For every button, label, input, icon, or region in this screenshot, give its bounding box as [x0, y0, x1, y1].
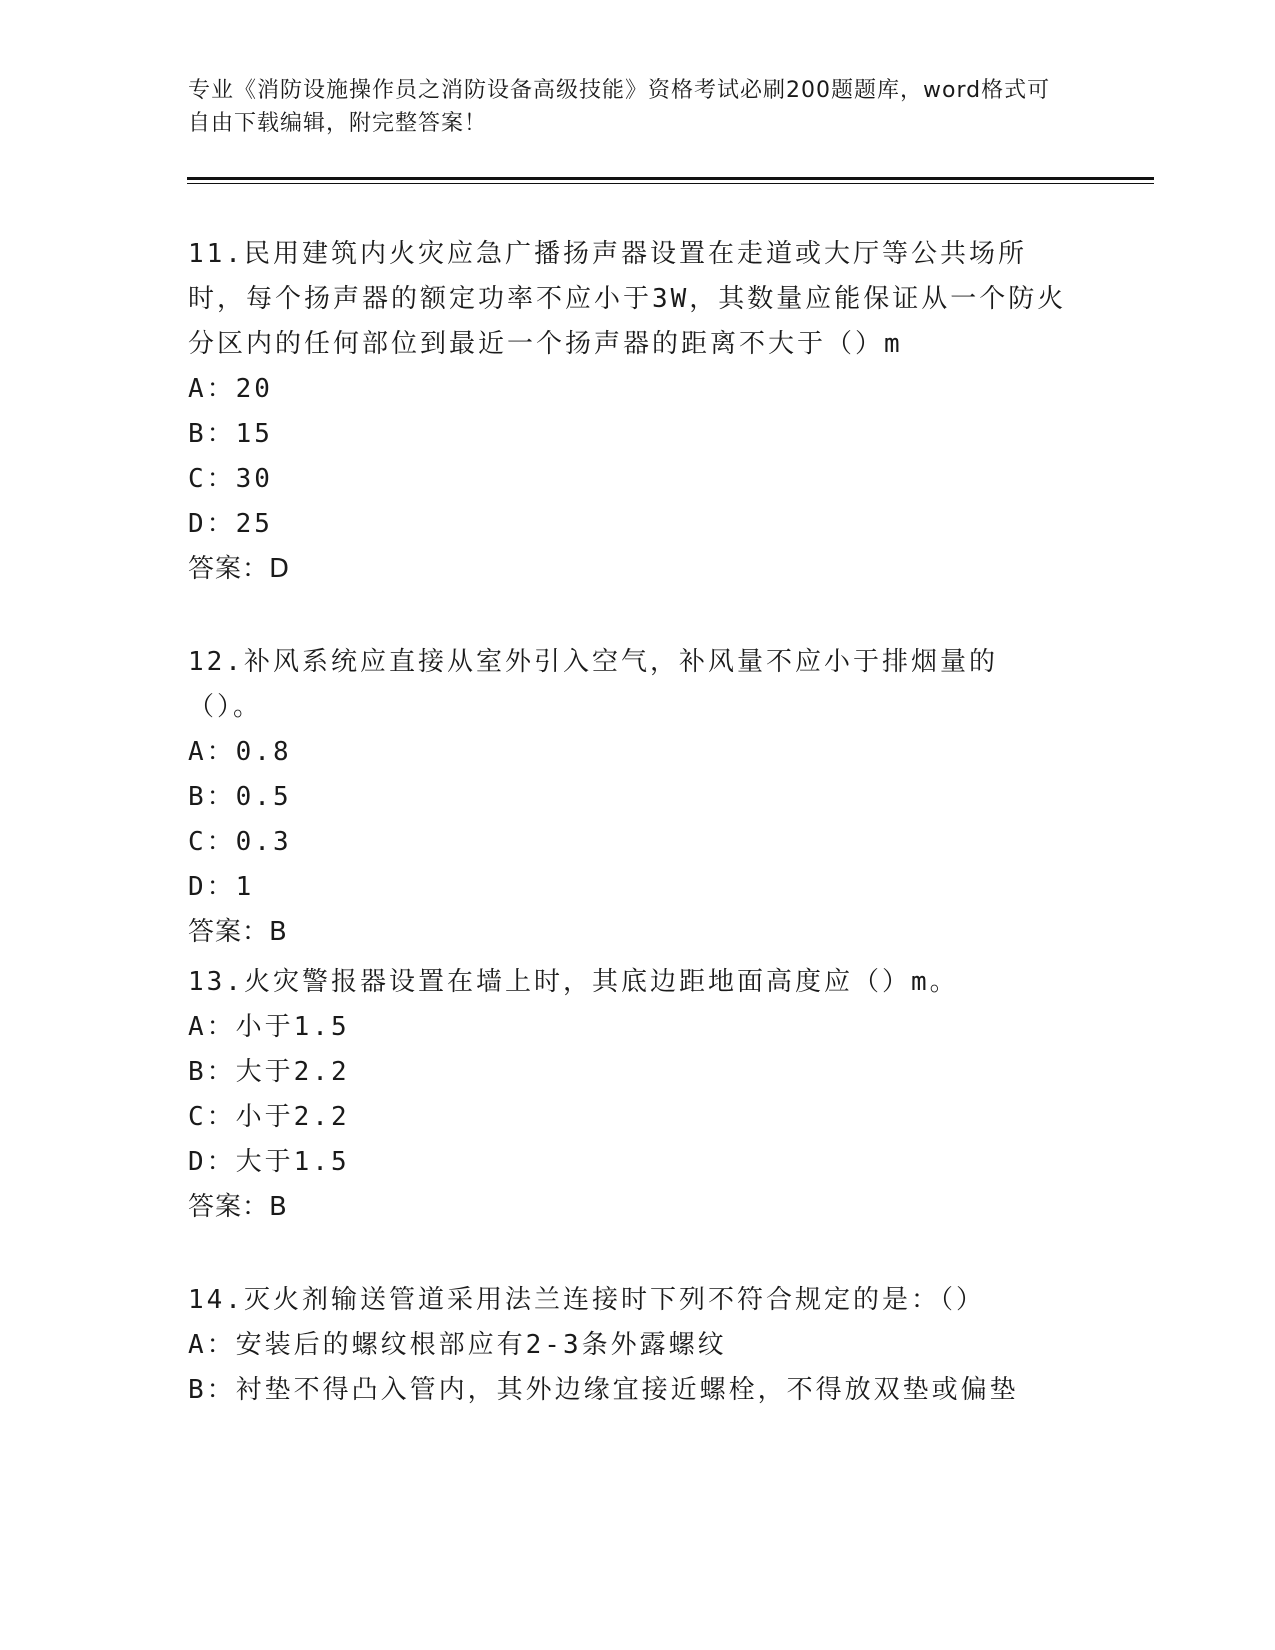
answer: 答案：B [188, 917, 288, 947]
option-b: B：15 [188, 419, 273, 449]
option-a: A：0.8 [188, 737, 292, 767]
option-b: B：衬垫不得凸入管内，其外边缘宜接近螺栓，不得放双垫或偏垫 [188, 1375, 1019, 1405]
option-b: B：0.5 [188, 782, 292, 812]
header-rule-thin [187, 183, 1154, 184]
question-14 [188, 1278, 1068, 1413]
option-d: D：1 [188, 872, 255, 902]
option-d: D：25 [188, 509, 273, 539]
option-a: A：安装后的螺纹根部应有2-3条外露螺纹 [188, 1330, 727, 1360]
question-12 [188, 640, 1068, 955]
question-text: 12.补风系统应直接从室外引入空气，补风量不应小于排烟量的（）。 [188, 647, 998, 722]
question-text: 13.火灾警报器设置在墙上时，其底边距地面高度应（）m。 [188, 967, 959, 997]
option-c: C：30 [188, 464, 273, 494]
answer: 答案：D [188, 554, 291, 584]
option-b: B：大于2.2 [188, 1057, 350, 1087]
question-text: 11.民用建筑内火灾应急广播扬声器设置在走道或大厅等公共场所时，每个扬声器的额定功率不应小于3W，其数量应能保证从一个防火分区内的任何部位到最近一个扬声器的距离不大于（）m [188, 239, 1067, 359]
option-a: A：小于1.5 [188, 1012, 350, 1042]
option-c: C：小于2.2 [188, 1102, 350, 1132]
option-a: A：20 [188, 374, 273, 404]
answer: 答案：B [188, 1192, 288, 1222]
question-13 [188, 960, 1068, 1230]
header-rule-thick [187, 177, 1154, 180]
question-11 [188, 232, 1068, 592]
option-c: C：0.3 [188, 827, 292, 857]
question-text: 14.灭火剂输送管道采用法兰连接时下列不符合规定的是：（） [188, 1285, 985, 1315]
option-d: D：大于1.5 [188, 1147, 350, 1177]
document-header: 专业《消防设施操作员之消防设备高级技能》资格考试必刷200题题库，word格式可自由下载编辑，附完整答案！ [188, 78, 1051, 136]
